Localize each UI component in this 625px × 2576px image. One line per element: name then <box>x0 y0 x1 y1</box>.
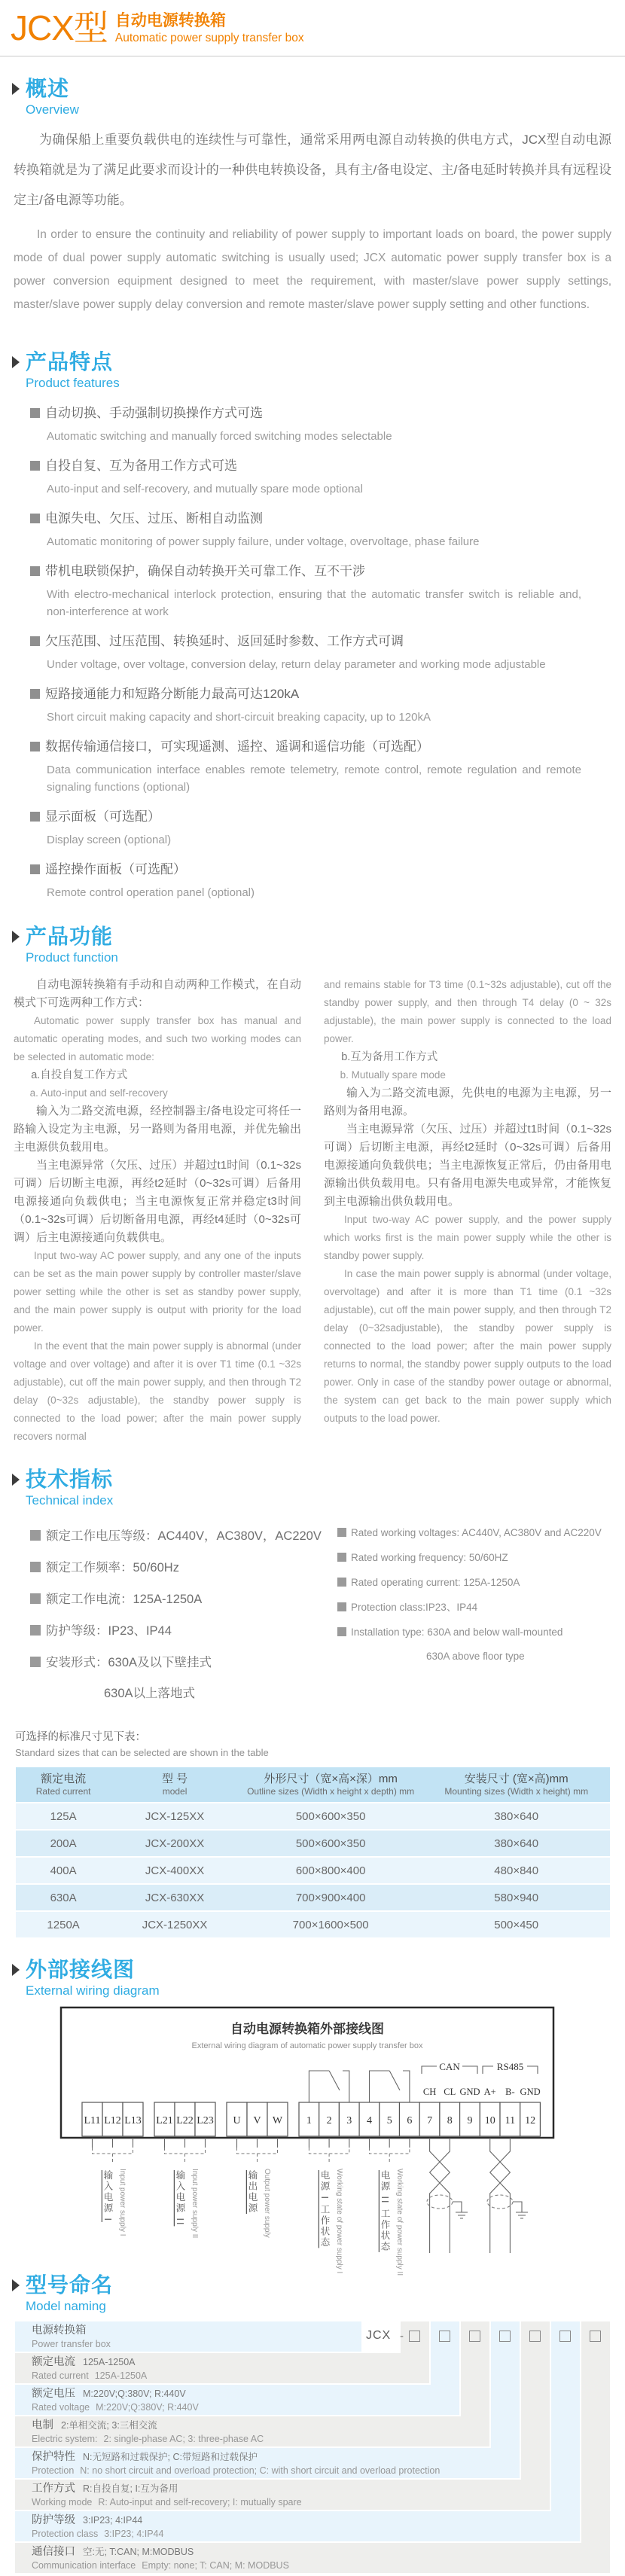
paragraph: In case the main power supply is abnormal (under voltage, overvoltage) and after it is more than T1 time (0.1 ~32s adjustable), cut off the main power supply, and then through T2 delay (0~32sadjustable), the standby power supply is connected to the load power; after the main power supply returns to normal, the standby power supply outputs to the load power. Only in case of the standby power outage or abnormal, the system can get back to the main power supply which outputs to the load power. <box>324 1268 611 1424</box>
features-heading-cn: 产品特点 <box>26 350 114 373</box>
model-code-box <box>409 2331 420 2342</box>
wiring-heading-cn: 外部接线图 <box>26 1958 136 1981</box>
paragraph: 当主电源异常（欠压、过压）并超过t1时间（0.1~32s可调）后切断主电源，再经t2延时（0~32s可调）后备用电源接通向负载供电；当主电源恢复正常后，仍由备用电源输出供负载用电。只有备用电源失电或异常，才能恢复到主电源输出供负载用电。 <box>324 1123 611 1208</box>
svg-text:Input power supply I: Input power supply I <box>118 2169 127 2236</box>
svg-text:L11: L11 <box>84 2115 101 2126</box>
overview-heading-en: Overview <box>26 102 79 117</box>
tech-spec-extra-line: 630A above floor type <box>426 1651 525 1662</box>
svg-text:电源 II 工作状态: 电源 II 工作状态 <box>380 2170 390 2252</box>
svg-text:输入电源 II: 输入电源 II <box>175 2170 185 2227</box>
svg-text:3: 3 <box>346 2115 352 2126</box>
square-bullet-icon <box>30 1562 41 1572</box>
naming-row: 额定电流 125A-1250A Rated current 125A-1250A <box>15 2353 429 2383</box>
svg-text:输出电源: 输出电源 <box>247 2170 258 2214</box>
model-code-box <box>590 2331 601 2342</box>
paragraph: 自动电源转换箱有手动和自动两种工作模式，在自动模式下可选两种工作方式： <box>14 978 301 1009</box>
square-bullet-icon <box>30 812 40 822</box>
paragraph: Automatic power supply transfer box has manual and automatic operating modes, and such two working modes can be selected in automatic mode: <box>14 1015 301 1062</box>
overview-heading-cn: 概述 <box>26 77 70 100</box>
svg-text:10: 10 <box>484 2115 495 2126</box>
svg-text:12: 12 <box>525 2115 536 2126</box>
paragraph: Input two-way AC power supply, and any one of the inputs can be set as the main power supply by controller master/slave power setting while the other is set as standby power supply, and the main power supply is output with priority for the load power. <box>14 1250 301 1334</box>
diagram-title-cn: 自动电源转换箱外部接线图 <box>230 2022 384 2036</box>
model-code-box <box>559 2331 571 2342</box>
paragraph: a. Auto-input and self-recovery <box>29 1087 168 1099</box>
overview-paragraph-cn: 为确保船上重要负载供电的连续性与可靠性，通常采用两电源自动转换的供电方式，JCX型自动电源转换箱就是为了满足此要求而设计的一种供电转换设备，具有主/备电设定、主/备电延时转换并具有远程设定主/备电源等功能。 <box>14 133 611 207</box>
size-note-cn: 可选择的标准尺寸见下表： <box>15 1731 146 1743</box>
svg-text:2: 2 <box>326 2115 332 2126</box>
features-heading-en: Product features <box>26 376 120 390</box>
svg-text:Output power supply: Output power supply <box>263 2169 271 2238</box>
naming-row: 电制 2:单相交流; 3:三相交流 Electric system: 2: single-phase AC; 3: three-phase AC <box>15 2416 489 2446</box>
square-bullet-icon <box>30 742 40 751</box>
product-model-title: JCX型 <box>11 8 108 47</box>
ground-icon <box>516 2212 528 2218</box>
model-prefix: JCX <box>366 2329 392 2342</box>
section-product-features <box>0 349 625 901</box>
square-bullet-icon <box>30 1625 41 1636</box>
diagram-title-en: External wiring diagram of automatic power supply transfer box <box>191 2041 423 2050</box>
square-bullet-icon <box>337 1627 346 1636</box>
square-bullet-icon <box>30 514 40 523</box>
square-bullet-icon <box>30 566 40 576</box>
svg-text:GND: GND <box>459 2087 480 2097</box>
section-arrow-icon <box>12 1964 20 1976</box>
paragraph: 当主电源异常（欠压、过压）并超过t1时间（0.1~32s可调）后切断主电源，再经t2延时（0~32s可调）后备用电源接通向负载供电；当主电源恢复正常并稳定t3时间（0.1~32s可调）后切断备用电源，再经t4延时（0~32s可调）后主电源接通向负载供电。 <box>14 1159 301 1244</box>
wiring-diagram <box>0 2004 625 2276</box>
square-bullet-icon <box>30 864 40 874</box>
svg-text:Working state of power supply: Working state of power supply I <box>335 2169 343 2274</box>
function-right-column <box>324 976 611 1446</box>
naming-row: 通信接口 空:无; T:CAN; M:MODBUS Communication interface Empty: none; T: CAN; M: MODBUS <box>15 2543 610 2573</box>
group-labels <box>102 2169 404 2276</box>
naming-row: 额定电压 M:220V;Q:380V; R:440V Rated voltage M:220V;Q:380V; R:440V <box>15 2385 459 2415</box>
table-row: 1250A JCX-1250XX 700×1600×500 500×450 <box>16 1911 610 1938</box>
section-arrow-icon <box>12 1474 20 1486</box>
comm-pin-labels <box>423 2087 541 2097</box>
svg-text:CL: CL <box>444 2087 456 2097</box>
section-product-function <box>0 924 625 1446</box>
tech-heading-en: Technical index <box>26 1493 114 1507</box>
feature-item: 数据传输通信接口，可实现遥测、遥控、遥调和遥信功能（可选配） Data communication interface enables remote telemetry, remote control, remote regulation and remote signaling functions (optional) <box>30 737 610 796</box>
svg-text:U: U <box>233 2115 241 2126</box>
ground-icon <box>456 2212 468 2218</box>
svg-text:11: 11 <box>505 2115 516 2126</box>
bus-brackets <box>422 2061 538 2074</box>
function-heading-en: Product function <box>26 950 118 965</box>
wiring-heading-en: External wiring diagram <box>26 1983 160 1998</box>
square-bullet-icon <box>30 1657 41 1667</box>
feature-item: 欠压范围、过压范围、转换延时、返回延时参数、工作方式可调 Under voltage, over voltage, conversion delay, return delay parameter and working mode adjustable <box>30 632 610 673</box>
svg-text:GND: GND <box>520 2087 541 2097</box>
twisted-pair-can <box>427 2138 468 2253</box>
feature-item: 自动切换、手动强制切换操作方式可选 Automatic switching and manually forced switching modes selectable <box>30 404 610 445</box>
naming-column-strip <box>581 2321 610 2573</box>
table-row: 400A JCX-400XX 600×800×400 480×840 <box>16 1857 610 1884</box>
svg-text:W: W <box>272 2115 283 2126</box>
svg-text:电源 I 工作状态: 电源 I 工作状态 <box>319 2170 330 2248</box>
contact-symbol <box>309 2071 410 2102</box>
naming-row: 防护等级 3:IP23; 4:IP44 Protection class 3:IP23; 4:IP44 <box>15 2511 580 2541</box>
svg-text:Input power supply II: Input power supply II <box>191 2169 199 2239</box>
paragraph: In the event that the main power supply is abnormal (under voltage and over voltage) and after it is over T1 time (0.1 ~32s adjustable), cut off the main power supply, and then through T2 delay (0~32s adjustable), the standby power supply is connected to the load power; after the main power supply recovers normal <box>14 1340 301 1442</box>
section-arrow-icon <box>12 83 20 95</box>
naming-heading-cn: 型号命名 <box>26 2273 114 2297</box>
model-dash: - <box>400 2330 404 2343</box>
model-code-box <box>439 2331 450 2342</box>
svg-text:B-: B- <box>505 2087 515 2097</box>
paragraph: b. Mutually spare mode <box>340 1069 446 1081</box>
twisted-pair-rs485 <box>487 2138 528 2253</box>
square-bullet-icon <box>30 408 40 418</box>
feature-item: 带机电联锁保护，确保自动转换开关可靠工作、互不干涉 With electro-mechanical interlock protection, ensuring that the automatic transfer switch is reliable and, non-interference at work <box>30 562 610 620</box>
paragraph: Input two-way AC power supply, and the power supply which works first is the main power supply while the other is standby power supply. <box>324 1214 611 1261</box>
group-brackets <box>93 2138 410 2164</box>
svg-text:1: 1 <box>306 2115 312 2126</box>
table-row: 630A JCX-630XX 700×900×400 580×940 <box>16 1884 610 1911</box>
svg-text:L13: L13 <box>124 2115 142 2126</box>
paragraph: and remains stable for T3 time (0.1~32s adjustable), cut off the standby power supply, and then through T4 delay (0 ~ 32s adjustable), the main power supply is connected to the load power. <box>324 979 611 1044</box>
bus-label-rs485: RS485 <box>496 2061 524 2072</box>
svg-text:L21: L21 <box>156 2115 173 2126</box>
table-header-row: 额定电流 Rated current 型 号 model 外形尺寸（宽×高×深）mm Outline sizes (Width x height x depth) mm 安装尺寸 (宽×高)mm Mounting sizes (Width x height) mm <box>16 1767 610 1803</box>
section-technical-index <box>0 1467 625 1939</box>
bus-label-can: CAN <box>439 2061 460 2072</box>
paragraph: a.自投自复工作方式 <box>31 1069 128 1081</box>
tech-spec-extra-line: 630A以上落地式 <box>104 1687 196 1700</box>
square-bullet-icon <box>30 1530 41 1541</box>
svg-text:9: 9 <box>467 2115 473 2126</box>
model-code-box <box>499 2331 511 2342</box>
square-bullet-icon <box>337 1578 346 1587</box>
feature-item: 短路接通能力和短路分断能力最高可达120kA Short circuit making capacity and short-circuit breaking capacity, up to 120kA <box>30 684 610 726</box>
section-arrow-icon <box>12 931 20 943</box>
overview-paragraph-en: In order to ensure the continuity and reliability of power supply to important loads on board, the power supply mode of dual power supply automatic switching is usually used; JCX automatic power supply transfer box is a power conversion equipment designed to meet the requirement, with master/slave power supply settings, master/slave power supply delay conversion and remote master/slave power supply setting and other functions. <box>14 228 611 311</box>
svg-text:6: 6 <box>407 2115 413 2126</box>
feature-item: 显示面板（可选配） Display screen (optional) <box>30 807 610 849</box>
square-bullet-icon <box>337 1602 346 1611</box>
naming-heading-en: Model naming <box>26 2299 106 2313</box>
svg-text:Working state of power supply: Working state of power supply II <box>395 2169 404 2276</box>
section-overview <box>0 76 625 316</box>
product-title-en: Automatic power supply transfer box <box>114 32 304 44</box>
naming-row: 保护特性 N:无短路和过载保护; C:带短路和过载保护 Protection N: no short circuit and overload protection; C: with short circuit and overload protection <box>15 2448 520 2478</box>
function-heading-cn: 产品功能 <box>26 925 114 948</box>
terminal-strip <box>82 2102 540 2136</box>
svg-text:CH: CH <box>422 2087 437 2097</box>
feature-item: 遥控操作面板（可选配） Remote control operation panel (optional) <box>30 860 610 901</box>
square-bullet-icon <box>337 1528 346 1537</box>
section-arrow-icon <box>12 356 20 368</box>
feature-item: 电源失电、欠压、过压、断相自动监测 Automatic monitoring of power supply failure, under voltage, overvoltage, phase failure <box>30 509 610 550</box>
tech-heading-cn: 技术指标 <box>26 1468 114 1491</box>
section-wiring-diagram <box>0 1957 625 2276</box>
size-note-en: Standard sizes that can be selected are shown in the table <box>15 1747 269 1758</box>
naming-row: 电源转换箱 Power transfer box <box>15 2321 361 2352</box>
svg-text:4: 4 <box>367 2115 372 2126</box>
svg-text:A+: A+ <box>483 2087 496 2097</box>
svg-text:5: 5 <box>386 2115 392 2126</box>
svg-text:L12: L12 <box>104 2115 121 2126</box>
square-bullet-icon <box>30 636 40 646</box>
svg-text:8: 8 <box>447 2115 453 2126</box>
section-model-naming <box>0 2273 625 2576</box>
model-code-box <box>469 2331 480 2342</box>
svg-text:L22: L22 <box>176 2115 194 2126</box>
feature-item: 自投自复、互为备用工作方式可选 Auto-input and self-recovery, and mutually spare mode optional <box>30 456 610 498</box>
paragraph: 输入为二路交流电源，先供电的电源为主电源，另一路则为备用电源。 <box>324 1087 611 1117</box>
svg-text:7: 7 <box>427 2115 433 2126</box>
svg-text:输入电源 I: 输入电源 I <box>102 2170 113 2222</box>
model-naming-diagram <box>0 2321 625 2576</box>
svg-text:L23: L23 <box>197 2115 214 2126</box>
table-row: 125A JCX-125XX 500×600×350 380×640 <box>16 1803 610 1830</box>
square-bullet-icon <box>30 689 40 699</box>
svg-text:V: V <box>253 2115 261 2126</box>
tech-specs-cn: 额定工作电压等级：AC440V，AC380V，AC220V 额定工作频率：50/60Hz 额定工作电流：125A-1250A 防护等级：IP23、IP44 安装形式：630A及以下壁挂式 630A以上落地式 <box>30 1520 316 1709</box>
model-code-box <box>529 2331 541 2342</box>
square-bullet-icon <box>30 1593 41 1604</box>
square-bullet-icon <box>30 461 40 471</box>
square-bullet-icon <box>337 1553 346 1562</box>
product-title-cn: 自动电源转换箱 <box>114 12 226 29</box>
paragraph: b.互为备用工作方式 <box>341 1051 438 1063</box>
table-row: 200A JCX-200XX 500×600×350 380×640 <box>16 1830 610 1857</box>
naming-column-strip <box>551 2321 580 2541</box>
function-left-column <box>14 976 301 1446</box>
section-arrow-icon <box>12 2279 20 2291</box>
tech-specs-en: Rated working voltages: AC440V, AC380V and AC220V Rated working frequency: 50/60HZ Rated operating current: 125A-1250A Protection class:IP23、IP44 Installation type: 630A and below wall-mounted 630A above floor type <box>337 1520 611 1709</box>
brand-header <box>0 0 625 56</box>
naming-row: 工作方式 R:自投自复; I:互为备用 Working mode R: Auto-input and self-recovery; I: mutually spare <box>15 2480 550 2510</box>
paragraph: 输入为二路交流电源，经控制器主/备电设定可将任一路输入设定为主电源，另一路则为备用电源，并优先输出主电源供负载用电。 <box>14 1105 301 1154</box>
standard-sizes-table <box>16 1767 610 1939</box>
